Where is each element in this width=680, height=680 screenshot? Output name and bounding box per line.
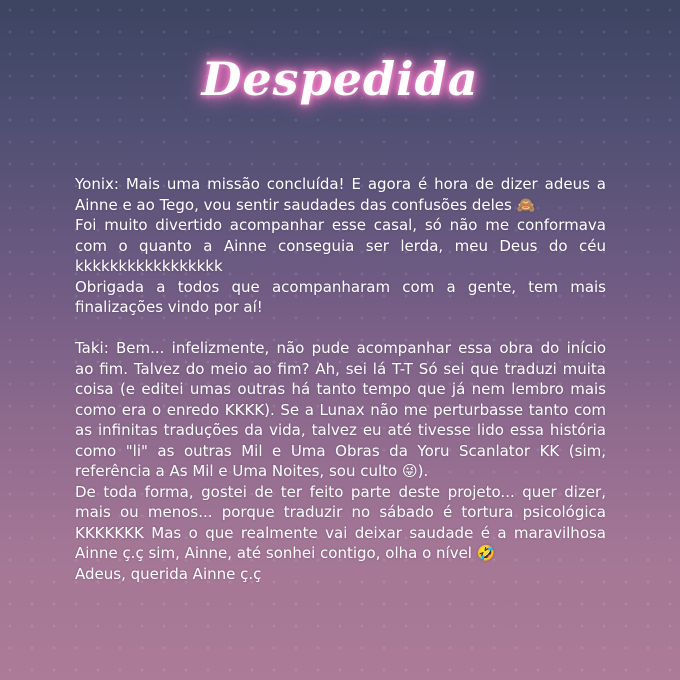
page-title: Despedida (201, 52, 479, 106)
paragraph-spacer (75, 318, 606, 339)
paragraph-yonix-couple: Foi muito divertido acompanhar esse casal, só não me conformava com o quanto a Ainne conseguia ser lerda, meu Deus do céu kkkkkkkkkkkkkkkkk (75, 216, 606, 275)
paragraph-taki-project: De toda forma, gostei de ter feito parte deste projeto... quer dizer, mais ou menos... porque traduzir no sábado é tortura psicológica KKKKKKK Mas o que realmente vai deixar saudade é a maravilhosa Ainne ç.ç sim, Ainne, até sonhei contigo, olha o nível 🤣 (75, 482, 606, 562)
paragraph-taki-intro: Taki: Bem... infelizmente, não pude acompanhar essa obra do início ao fim. Talvez do meio ao fim? Ah, sei lá T-T Só sei que traduzi muita coisa (e editei umas outras há tanto tempo que já nem lembro mais como era o enredo KKKK). Se a Lunax não me perturbasse tanto com as infinitas traduções da vida, talvez eu até tivesse lido essa história como "li" as outras Mil e Uma Obras da Yoru Scanlator KK (sim, referência a As Mil e Uma Noites, sou culto 😜). (75, 339, 606, 480)
farewell-text (75, 174, 606, 584)
paragraph-taki-goodbye: Adeus, querida Ainne ç.ç (75, 564, 262, 583)
paragraph-yonix-intro: Yonix: Mais uma missão concluída! E agora é hora de dizer adeus a Ainne e ao Tego, vou sentir saudades das confusões deles 🙈 (75, 175, 606, 214)
paragraph-yonix-thanks: Obrigada a todos que acompanharam com a gente, tem mais finalizações vindo por aí! (75, 277, 606, 316)
